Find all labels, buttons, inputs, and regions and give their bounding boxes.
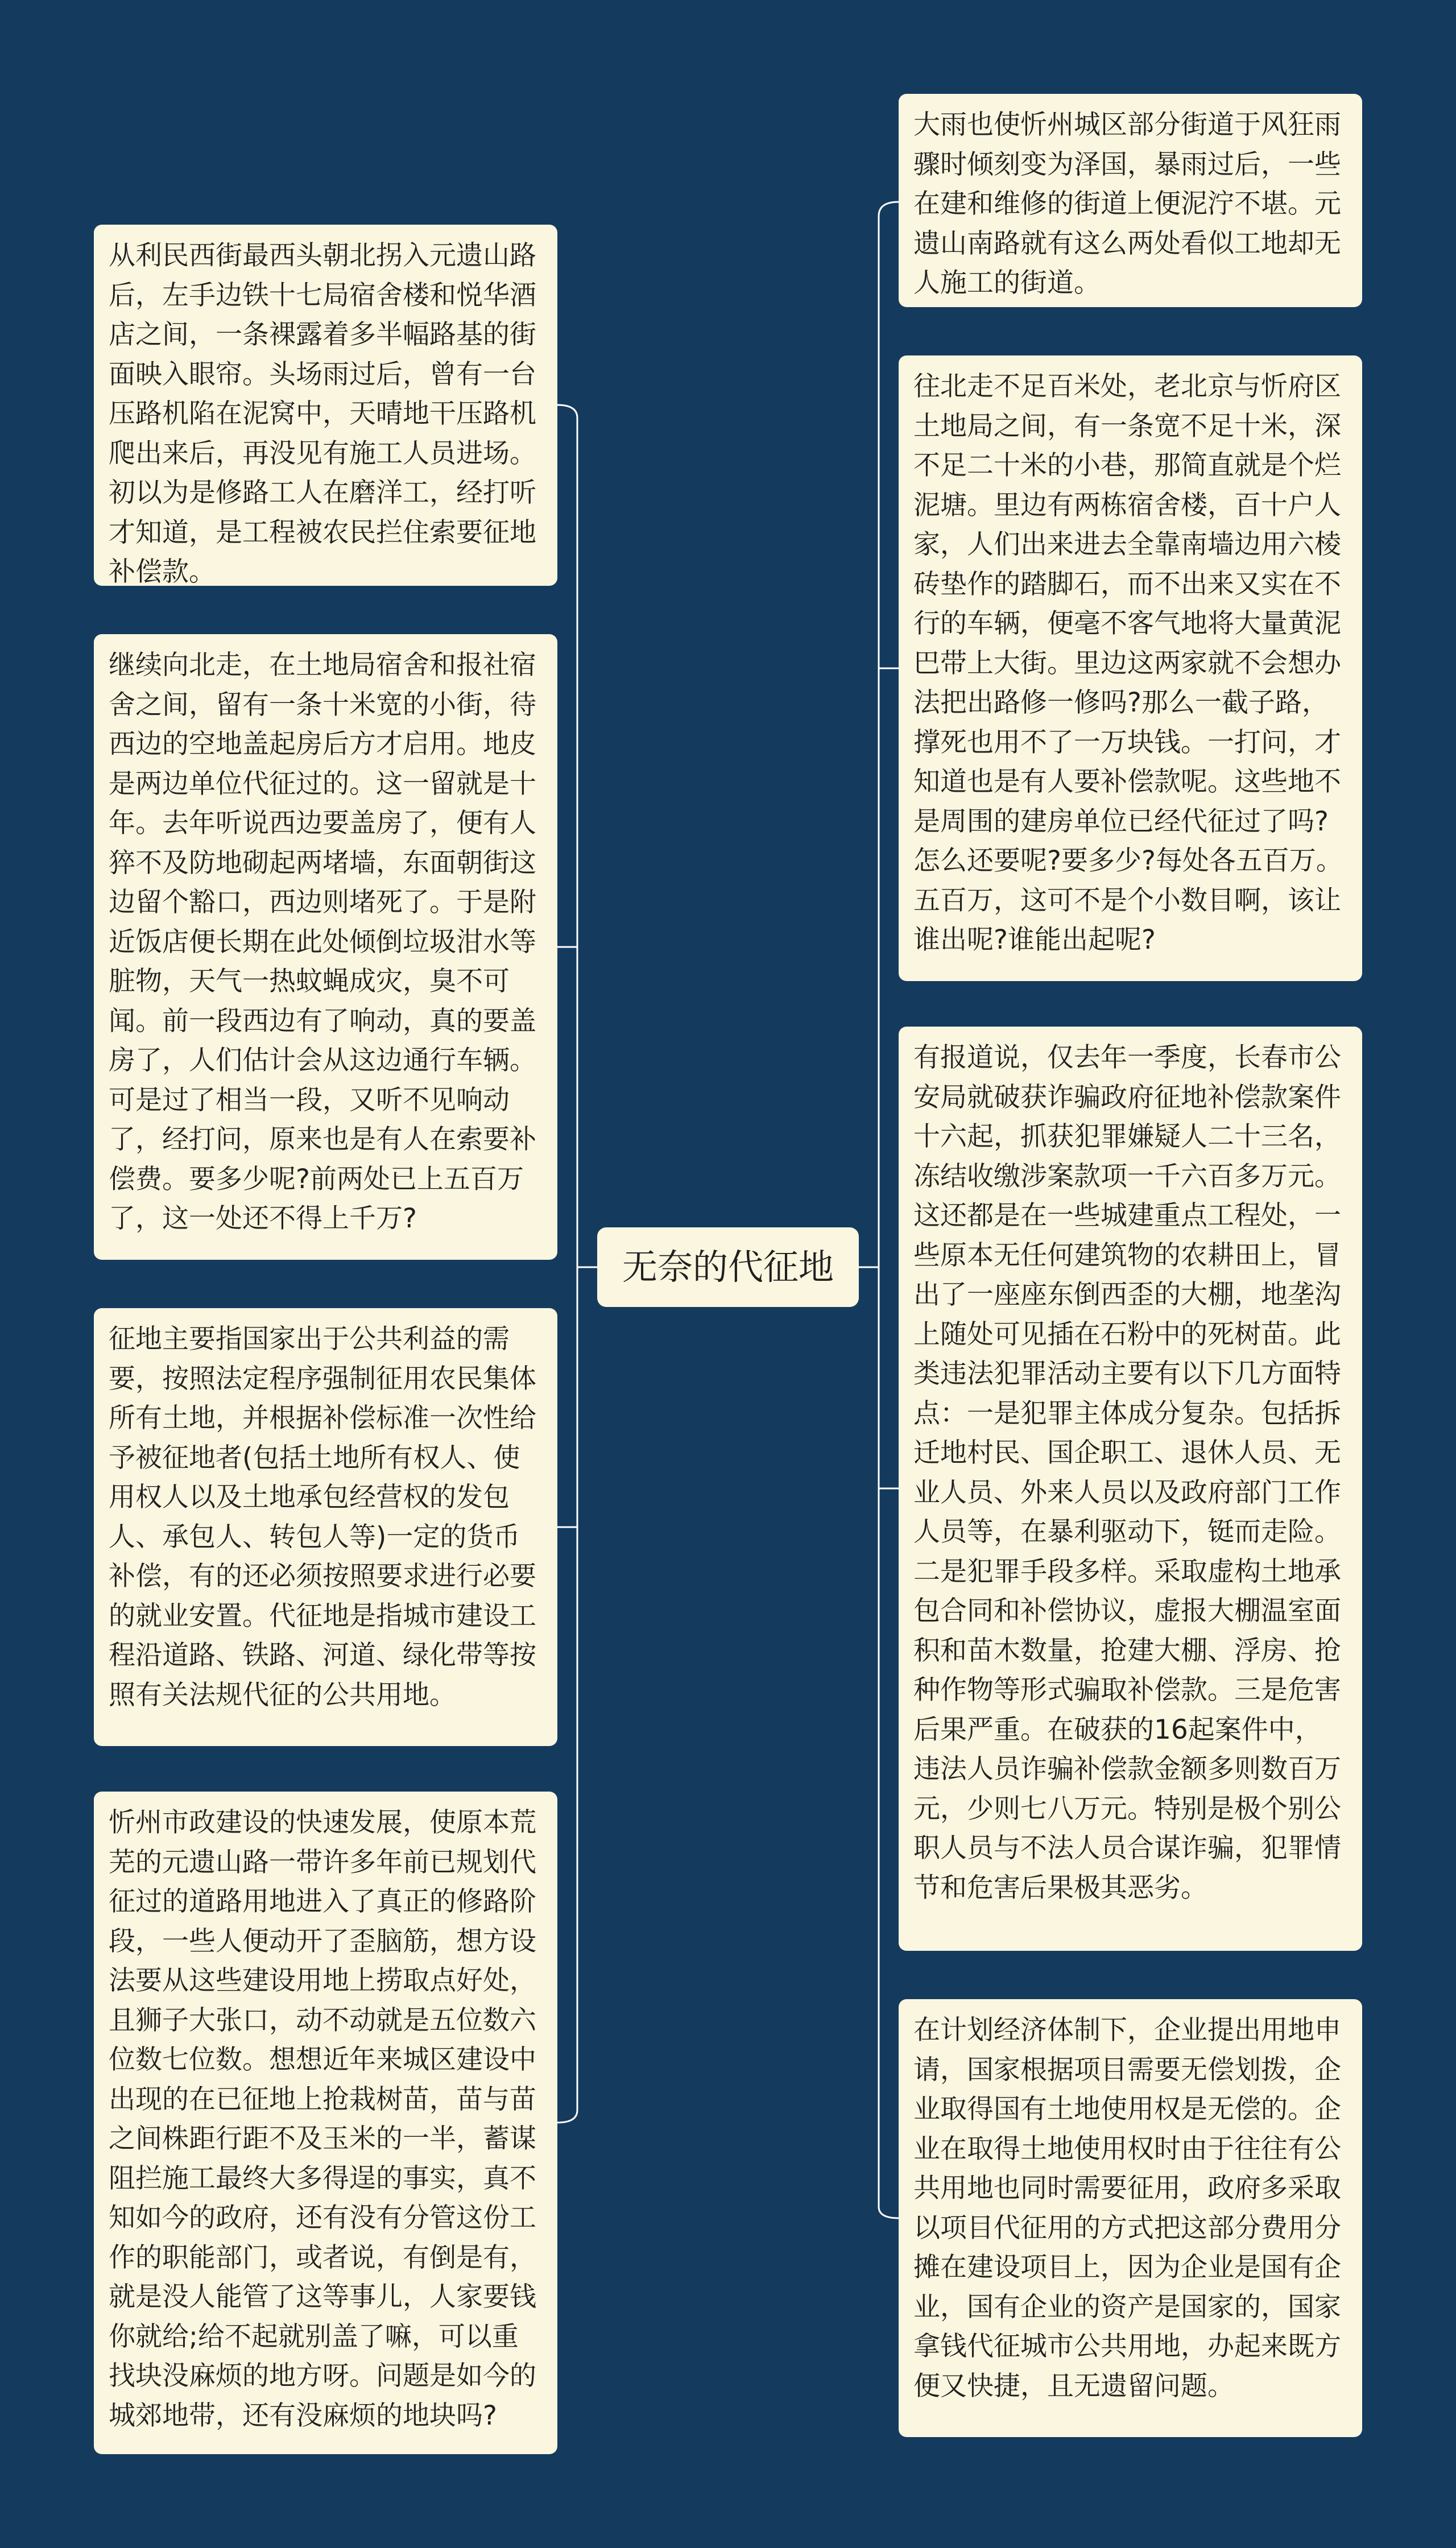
central-topic[interactable]: 无奈的代征地 <box>597 1227 859 1307</box>
topic-node-right-4[interactable]: 在计划经济体制下，企业提出用地申请，国家根据项目需要无偿划拨，企业取得国有土地使用权是无偿的。企业在取得土地使用权时由于往往有公共用地也同时需要征用，政府多采取以项目代征用的方式把这部分费用分摊在建设项目上，因为企业是国有企业，国有企业的资产是国家的，国家拿钱代征城市公共用地，办起来既方便又快捷，且无遗留问题。 <box>899 1999 1362 2437</box>
link-right-1 <box>879 202 899 216</box>
link-right-4 <box>879 2207 899 2218</box>
topic-node-left-2[interactable]: 继续向北走，在土地局宿舍和报社宿舍之间，留有一条十米宽的小街，待西边的空地盖起房后方才启用。地皮是两边单位代征过的。这一留就是十年。去年听说西边要盖房了，便有人猝不及防地砌起两堵墙，东面朝街这边留个豁口，西边则堵死了。于是附近饭店便长期在此处倾倒垃圾泔水等脏物，天气一热蚊蝇成灾，臭不可闻。前一段西边有了响动，真的要盖房了，人们估计会从这边通行车辆。可是过了相当一段，又听不见响动了，经打问，原来也是有人在索要补偿费。要多少呢?前两处已上五百万了，这一处还不得上千万? <box>94 634 557 1260</box>
topic-node-left-3[interactable]: 征地主要指国家出于公共利益的需要，按照法定程序强制征用农民集体所有土地，并根据补偿标准一次性给予被征地者(包括土地所有权人、使用权人以及土地承包经营权的发包人、承包人、转包人等)一定的货币补偿，有的还必须按照要求进行必要的就业安置。代征地是指城市建设工程沿道路、铁路、河道、绿化带等按照有关法规代征的公共用地。 <box>94 1308 557 1746</box>
topic-node-right-3[interactable]: 有报道说，仅去年一季度，长春市公安局就破获诈骗政府征地补偿款案件十六起，抓获犯罪嫌疑人二十三名，冻结收缴涉案款项一千六百多万元。这还都是在一些城建重点工程处，一些原本无任何建筑物的农耕田上，冒出了一座座东倒西歪的大棚，地垄沟上随处可见插在石粉中的死树苗。此类违法犯罪活动主要有以下几方面特点：一是犯罪主体成分复杂。包括拆迁地村民、国企职工、退休人员、无业人员、外来人员以及政府部门工作人员等，在暴利驱动下，铤而走险。二是犯罪手段多样。采取虚构土地承包合同和补偿协议，虚报大棚温室面积和苗木数量，抢建大棚、浮房、抢种作物等形式骗取补偿款。三是危害后果严重。在破获的16起案件中，违法人员诈骗补偿款金额多则数百万元，少则七八万元。特别是极个别公职人员与不法人员合谋诈骗，犯罪情节和危害后果极其恶劣。 <box>899 1027 1362 1951</box>
link-left-4 <box>557 2110 577 2123</box>
topic-node-right-2[interactable]: 往北走不足百米处，老北京与忻府区土地局之间，有一条宽不足十米，深不足二十米的小巷，那简直就是个烂泥塘。里边有两栋宿舍楼，百十户人家，人们出来进去全靠南墙边用六棱砖垫作的踏脚石，而不出来又实在不行的车辆，便毫不客气地将大量黄泥巴带上大街。里边这两家就不会想办法把出路修一修吗?那么一截子路，撑死也用不了一万块钱。一打问，才知道也是有人要补偿款呢。这些地不是周围的建房单位已经代征过了吗?怎么还要呢?要多少?每处各五百万。五百万，这可不是个小数目啊，该让谁出呢?谁能出起呢? <box>899 355 1362 981</box>
topic-node-right-1[interactable]: 大雨也使忻州城区部分街道于风狂雨骤时倾刻变为泽国，暴雨过后，一些在建和维修的街道上便泥泞不堪。元遗山南路就有这么两处看似工地却无人施工的街道。 <box>899 94 1362 307</box>
topic-node-left-1[interactable]: 从利民西街最西头朝北拐入元遗山路后，左手边铁十七局宿舍楼和悦华酒店之间，一条裸露着多半幅路基的街面映入眼帘。头场雨过后，曾有一台压路机陷在泥窝中，天晴地干压路机爬出来后，再没见有施工人员进场。初以为是修路工人在磨洋工，经打听才知道，是工程被农民拦住索要征地补偿款。 <box>94 225 557 586</box>
topic-node-left-4[interactable]: 忻州市政建设的快速发展，使原本荒芜的元遗山路一带许多年前已规划代征过的道路用地进入了真正的修路阶段，一些人便动开了歪脑筋，想方设法要从这些建设用地上捞取点好处，且狮子大张口，动不动就是五位数六位数七位数。想想近年来城区建设中出现的在已征地上抢栽树苗，苗与苗之间株距行距不及玉米的一半，蓄谋阻拦施工最终大多得逞的事实，真不知如今的政府，还有没有分管这份工作的职能部门，或者说，有倒是有，就是没人能管了这等事儿，人家要钱你就给;给不起就别盖了嘛，可以重找块没麻烦的地方呀。问题是如今的城郊地带，还有没麻烦的地块吗? <box>94 1792 557 2454</box>
link-left-1 <box>557 405 577 418</box>
